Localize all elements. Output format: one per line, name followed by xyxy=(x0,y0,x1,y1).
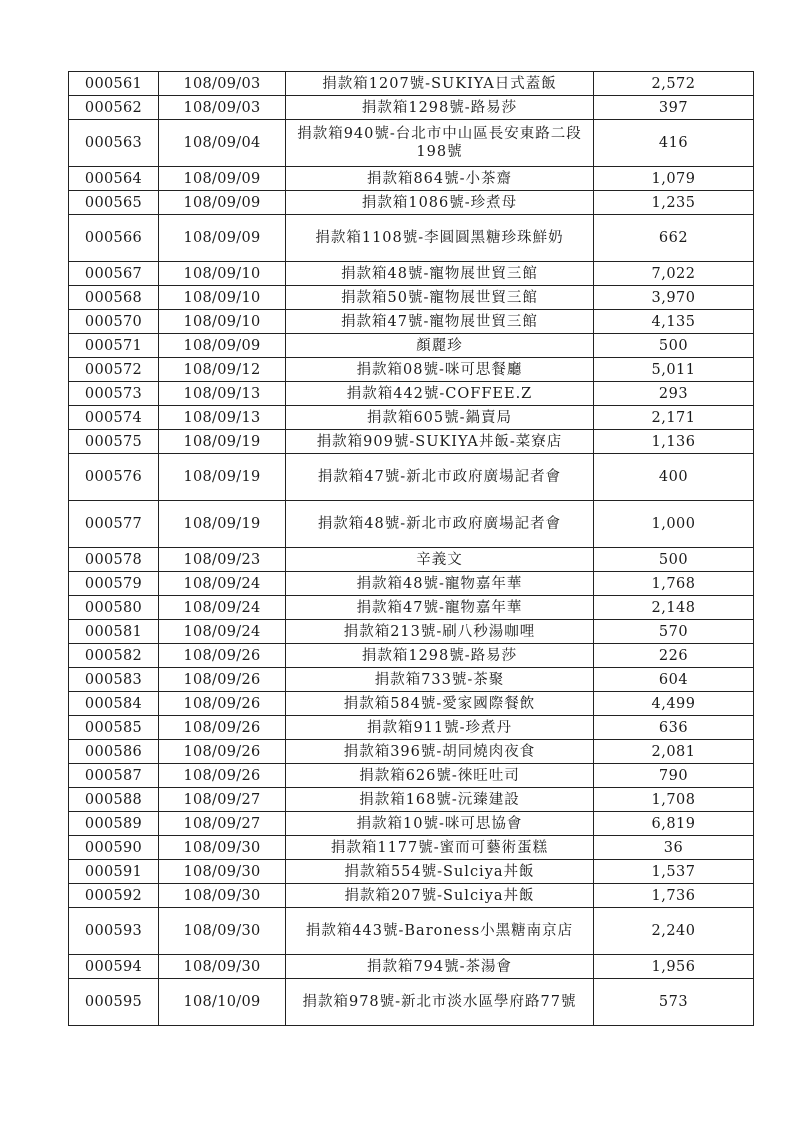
date-cell: 108/09/26 xyxy=(159,740,286,764)
description-cell: 捐款箱1108號-李圓圓黑糖珍珠鮮奶 xyxy=(286,215,594,262)
date-cell: 108/09/09 xyxy=(159,334,286,358)
date-cell: 108/09/23 xyxy=(159,548,286,572)
amount-cell: 416 xyxy=(594,120,754,167)
receipt-number-cell: 000576 xyxy=(69,454,159,501)
receipt-number-cell: 000578 xyxy=(69,548,159,572)
description-cell: 捐款箱442號-COFFEE.Z xyxy=(286,382,594,406)
amount-cell: 500 xyxy=(594,334,754,358)
receipt-number-cell: 000593 xyxy=(69,908,159,955)
date-cell: 108/09/26 xyxy=(159,764,286,788)
table-row xyxy=(69,596,754,620)
table-row xyxy=(69,334,754,358)
receipt-number-cell: 000574 xyxy=(69,406,159,430)
description-cell: 辛義文 xyxy=(286,548,594,572)
description-cell: 捐款箱794號-茶湯會 xyxy=(286,955,594,979)
date-cell: 108/10/09 xyxy=(159,979,286,1026)
description-cell: 捐款箱10號-咪可思協會 xyxy=(286,812,594,836)
description-cell: 捐款箱626號-徠旺吐司 xyxy=(286,764,594,788)
date-cell: 108/09/24 xyxy=(159,596,286,620)
description-cell: 捐款箱48號-寵物嘉年華 xyxy=(286,572,594,596)
table-row xyxy=(69,764,754,788)
receipt-number-cell: 000590 xyxy=(69,836,159,860)
amount-cell: 3,970 xyxy=(594,286,754,310)
donation-table-body xyxy=(69,72,754,1026)
date-cell: 108/09/12 xyxy=(159,358,286,382)
description-cell: 捐款箱1298號-路易莎 xyxy=(286,96,594,120)
description-cell: 捐款箱605號-鍋賣局 xyxy=(286,406,594,430)
date-cell: 108/09/10 xyxy=(159,310,286,334)
amount-cell: 2,148 xyxy=(594,596,754,620)
donation-record-sheet xyxy=(68,71,753,1026)
receipt-number-cell: 000563 xyxy=(69,120,159,167)
date-cell: 108/09/26 xyxy=(159,692,286,716)
amount-cell: 5,011 xyxy=(594,358,754,382)
date-cell: 108/09/10 xyxy=(159,262,286,286)
receipt-number-cell: 000564 xyxy=(69,167,159,191)
receipt-number-cell: 000581 xyxy=(69,620,159,644)
donation-table xyxy=(68,71,754,1026)
receipt-number-cell: 000565 xyxy=(69,191,159,215)
receipt-number-cell: 000572 xyxy=(69,358,159,382)
receipt-number-cell: 000562 xyxy=(69,96,159,120)
table-row xyxy=(69,191,754,215)
table-row xyxy=(69,979,754,1026)
table-row xyxy=(69,572,754,596)
table-row xyxy=(69,262,754,286)
table-row xyxy=(69,310,754,334)
table-row xyxy=(69,812,754,836)
receipt-number-cell: 000579 xyxy=(69,572,159,596)
receipt-number-cell: 000591 xyxy=(69,860,159,884)
date-cell: 108/09/26 xyxy=(159,716,286,740)
table-row xyxy=(69,740,754,764)
receipt-number-cell: 000571 xyxy=(69,334,159,358)
description-cell: 捐款箱47號-新北市政府廣場記者會 xyxy=(286,454,594,501)
receipt-number-cell: 000585 xyxy=(69,716,159,740)
date-cell: 108/09/19 xyxy=(159,501,286,548)
description-cell: 捐款箱443號-Baroness小黑糖南京店 xyxy=(286,908,594,955)
receipt-number-cell: 000561 xyxy=(69,72,159,96)
description-cell: 捐款箱48號-寵物展世貿三館 xyxy=(286,262,594,286)
table-row xyxy=(69,382,754,406)
amount-cell: 1,956 xyxy=(594,955,754,979)
date-cell: 108/09/19 xyxy=(159,430,286,454)
amount-cell: 2,171 xyxy=(594,406,754,430)
amount-cell: 226 xyxy=(594,644,754,668)
amount-cell: 2,572 xyxy=(594,72,754,96)
table-row xyxy=(69,908,754,955)
table-row xyxy=(69,167,754,191)
table-row xyxy=(69,884,754,908)
date-cell: 108/09/24 xyxy=(159,572,286,596)
table-row xyxy=(69,406,754,430)
table-row xyxy=(69,96,754,120)
amount-cell: 36 xyxy=(594,836,754,860)
receipt-number-cell: 000573 xyxy=(69,382,159,406)
table-row xyxy=(69,836,754,860)
amount-cell: 500 xyxy=(594,548,754,572)
amount-cell: 1,768 xyxy=(594,572,754,596)
description-cell: 捐款箱978號-新北市淡水區學府路77號 xyxy=(286,979,594,1026)
description-cell: 捐款箱554號-Sulciya丼飯 xyxy=(286,860,594,884)
date-cell: 108/09/03 xyxy=(159,72,286,96)
table-row xyxy=(69,860,754,884)
description-cell: 捐款箱1177號-蜜而可藝術蛋糕 xyxy=(286,836,594,860)
date-cell: 108/09/13 xyxy=(159,406,286,430)
date-cell: 108/09/26 xyxy=(159,668,286,692)
description-cell: 捐款箱48號-新北市政府廣場記者會 xyxy=(286,501,594,548)
receipt-number-cell: 000586 xyxy=(69,740,159,764)
amount-cell: 636 xyxy=(594,716,754,740)
amount-cell: 2,081 xyxy=(594,740,754,764)
description-cell: 捐款箱207號-Sulciya丼飯 xyxy=(286,884,594,908)
table-row xyxy=(69,120,754,167)
date-cell: 108/09/27 xyxy=(159,788,286,812)
description-cell: 捐款箱1207號-SUKIYA日式蓋飯 xyxy=(286,72,594,96)
table-row xyxy=(69,501,754,548)
amount-cell: 1,136 xyxy=(594,430,754,454)
table-row xyxy=(69,72,754,96)
date-cell: 108/09/04 xyxy=(159,120,286,167)
description-cell: 捐款箱940號-台北市中山區長安東路二段198號 xyxy=(286,120,594,167)
receipt-number-cell: 000582 xyxy=(69,644,159,668)
description-cell: 捐款箱08號-咪可思餐廳 xyxy=(286,358,594,382)
description-cell: 捐款箱50號-寵物展世貿三館 xyxy=(286,286,594,310)
amount-cell: 2,240 xyxy=(594,908,754,955)
date-cell: 108/09/09 xyxy=(159,191,286,215)
amount-cell: 573 xyxy=(594,979,754,1026)
table-row xyxy=(69,668,754,692)
receipt-number-cell: 000568 xyxy=(69,286,159,310)
date-cell: 108/09/24 xyxy=(159,620,286,644)
receipt-number-cell: 000575 xyxy=(69,430,159,454)
amount-cell: 400 xyxy=(594,454,754,501)
amount-cell: 1,079 xyxy=(594,167,754,191)
date-cell: 108/09/30 xyxy=(159,884,286,908)
amount-cell: 1,537 xyxy=(594,860,754,884)
amount-cell: 293 xyxy=(594,382,754,406)
table-row xyxy=(69,286,754,310)
amount-cell: 4,135 xyxy=(594,310,754,334)
receipt-number-cell: 000592 xyxy=(69,884,159,908)
description-cell: 捐款箱584號-愛家國際餐飲 xyxy=(286,692,594,716)
receipt-number-cell: 000589 xyxy=(69,812,159,836)
table-row xyxy=(69,548,754,572)
date-cell: 108/09/09 xyxy=(159,215,286,262)
amount-cell: 7,022 xyxy=(594,262,754,286)
description-cell: 顏麗珍 xyxy=(286,334,594,358)
date-cell: 108/09/30 xyxy=(159,908,286,955)
date-cell: 108/09/09 xyxy=(159,167,286,191)
amount-cell: 662 xyxy=(594,215,754,262)
date-cell: 108/09/27 xyxy=(159,812,286,836)
description-cell: 捐款箱911號-珍煮丹 xyxy=(286,716,594,740)
date-cell: 108/09/10 xyxy=(159,286,286,310)
receipt-number-cell: 000577 xyxy=(69,501,159,548)
receipt-number-cell: 000566 xyxy=(69,215,159,262)
description-cell: 捐款箱213號-刷八秒湯咖哩 xyxy=(286,620,594,644)
receipt-number-cell: 000567 xyxy=(69,262,159,286)
amount-cell: 1,000 xyxy=(594,501,754,548)
date-cell: 108/09/30 xyxy=(159,955,286,979)
amount-cell: 604 xyxy=(594,668,754,692)
description-cell: 捐款箱47號-寵物嘉年華 xyxy=(286,596,594,620)
description-cell: 捐款箱1086號-珍煮母 xyxy=(286,191,594,215)
amount-cell: 570 xyxy=(594,620,754,644)
date-cell: 108/09/19 xyxy=(159,454,286,501)
table-row xyxy=(69,620,754,644)
description-cell: 捐款箱168號-沅臻建設 xyxy=(286,788,594,812)
description-cell: 捐款箱1298號-路易莎 xyxy=(286,644,594,668)
amount-cell: 1,235 xyxy=(594,191,754,215)
table-row xyxy=(69,454,754,501)
date-cell: 108/09/13 xyxy=(159,382,286,406)
table-row xyxy=(69,716,754,740)
description-cell: 捐款箱733號-茶聚 xyxy=(286,668,594,692)
description-cell: 捐款箱864號-小茶齋 xyxy=(286,167,594,191)
amount-cell: 1,736 xyxy=(594,884,754,908)
amount-cell: 4,499 xyxy=(594,692,754,716)
date-cell: 108/09/03 xyxy=(159,96,286,120)
receipt-number-cell: 000584 xyxy=(69,692,159,716)
receipt-number-cell: 000587 xyxy=(69,764,159,788)
receipt-number-cell: 000588 xyxy=(69,788,159,812)
receipt-number-cell: 000595 xyxy=(69,979,159,1026)
amount-cell: 790 xyxy=(594,764,754,788)
table-row xyxy=(69,358,754,382)
table-row xyxy=(69,788,754,812)
table-row xyxy=(69,955,754,979)
table-row xyxy=(69,644,754,668)
receipt-number-cell: 000580 xyxy=(69,596,159,620)
receipt-number-cell: 000594 xyxy=(69,955,159,979)
description-cell: 捐款箱396號-胡同燒肉夜食 xyxy=(286,740,594,764)
amount-cell: 1,708 xyxy=(594,788,754,812)
table-row xyxy=(69,430,754,454)
table-row xyxy=(69,692,754,716)
amount-cell: 397 xyxy=(594,96,754,120)
description-cell: 捐款箱47號-寵物展世貿三館 xyxy=(286,310,594,334)
table-row xyxy=(69,215,754,262)
description-cell: 捐款箱909號-SUKIYA丼飯-菜寮店 xyxy=(286,430,594,454)
receipt-number-cell: 000570 xyxy=(69,310,159,334)
amount-cell: 6,819 xyxy=(594,812,754,836)
date-cell: 108/09/30 xyxy=(159,860,286,884)
receipt-number-cell: 000583 xyxy=(69,668,159,692)
date-cell: 108/09/26 xyxy=(159,644,286,668)
date-cell: 108/09/30 xyxy=(159,836,286,860)
